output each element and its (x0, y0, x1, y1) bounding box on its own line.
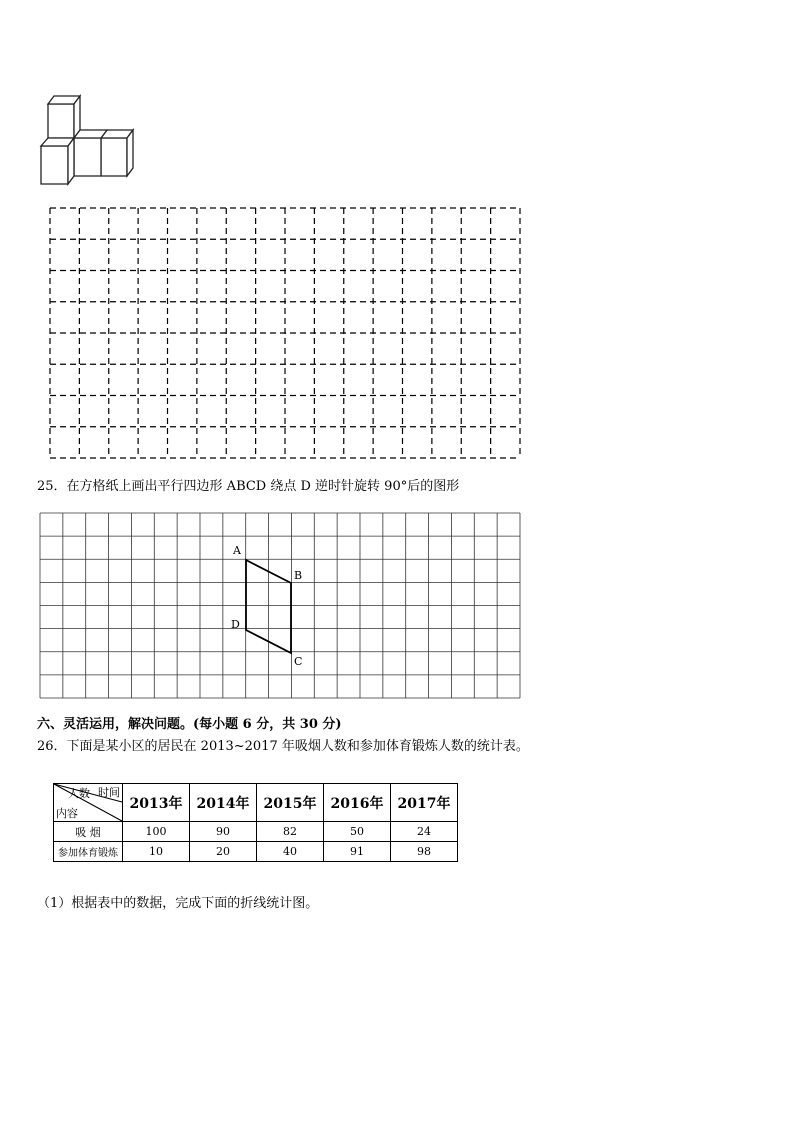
year-header: 2013年 (123, 784, 190, 822)
year-header: 2014年 (190, 784, 257, 822)
table-cell: 100 (123, 822, 190, 842)
corner-label-content: 内容 (56, 807, 78, 820)
table-cell: 91 (324, 842, 391, 862)
table-cell: 10 (123, 842, 190, 862)
table-cell: 20 (190, 842, 257, 862)
year-header: 2015年 (257, 784, 324, 822)
table-cell: 82 (257, 822, 324, 842)
table-row (54, 842, 458, 862)
table-header-row (54, 784, 458, 822)
year-header: 2016年 (324, 784, 391, 822)
table-cell: 90 (190, 822, 257, 842)
table-row (54, 822, 458, 842)
point-a-label: A (233, 544, 241, 557)
year-header: 2017年 (391, 784, 458, 822)
point-c-label: C (294, 655, 303, 668)
section-6-title: 六、灵活运用，解决问题。(每小题 6 分，共 30 分) (37, 717, 342, 732)
corner-label-count: 人数 (68, 787, 90, 800)
table-cell: 40 (257, 842, 324, 862)
dashed-grid-paper[interactable] (48, 206, 522, 460)
stacked-cubes-figure (38, 92, 138, 187)
statistics-table (53, 783, 458, 862)
corner-label-time: 时间 (98, 786, 120, 799)
table-cell: 24 (391, 822, 458, 842)
row-label: 吸 烟 (54, 822, 123, 842)
point-d-label: D (231, 618, 240, 631)
square-grid-paper[interactable] (39, 512, 521, 699)
table-cell: 98 (391, 842, 458, 862)
question-26-text: 26．下面是某小区的居民在 2013~2017 年吸烟人数和参加体育锻炼人数的统计表。 (37, 739, 529, 754)
row-label: 参加体育锻炼 (54, 842, 123, 862)
point-b-label: B (294, 569, 303, 582)
table-cell: 50 (324, 822, 391, 842)
table-corner-cell (54, 784, 123, 822)
question-25-text: 25．在方格纸上画出平行四边形 ABCD 绕点 D 逆时针旋转 90°后的图形 (37, 479, 460, 494)
question-26-sub-1: （1）根据表中的数据，完成下面的折线统计图。 (37, 896, 319, 911)
